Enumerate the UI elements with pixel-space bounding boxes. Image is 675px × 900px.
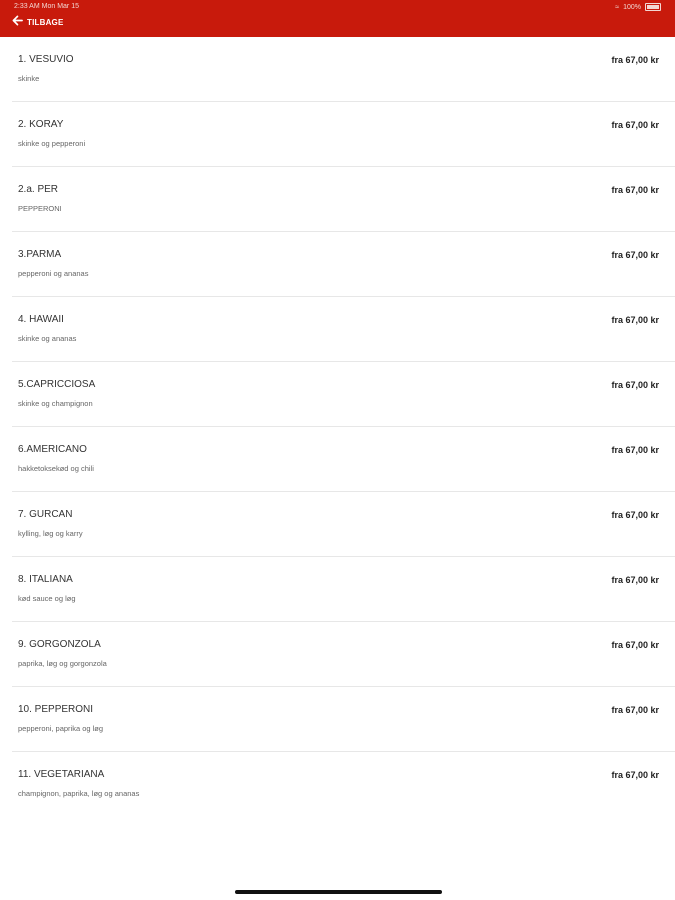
- item-price: fra 67,00 kr: [611, 640, 659, 650]
- item-price: fra 67,00 kr: [611, 770, 659, 780]
- item-description: pepperoni og ananas: [18, 269, 89, 278]
- item-price: fra 67,00 kr: [611, 380, 659, 390]
- menu-item[interactable]: [12, 427, 675, 492]
- item-description: skinke: [18, 74, 40, 83]
- item-price: fra 67,00 kr: [611, 510, 659, 520]
- menu-item[interactable]: [12, 622, 675, 687]
- item-description: skinke og pepperoni: [18, 139, 86, 148]
- item-description: pepperoni, paprika og løg: [18, 724, 104, 733]
- item-name: 11. VEGETARIANA: [18, 769, 105, 780]
- item-name: 6.AMERICANO: [18, 444, 87, 455]
- wifi-icon: ≈: [615, 3, 620, 11]
- item-description: PEPPERONI: [18, 204, 62, 213]
- item-name: 3.PARMA: [18, 249, 62, 260]
- item-price: fra 67,00 kr: [611, 120, 659, 130]
- item-description: skinke og champignon: [18, 399, 93, 408]
- item-price: fra 67,00 kr: [611, 575, 659, 585]
- item-name: 8. ITALIANA: [18, 574, 73, 585]
- item-name: 4. HAWAII: [18, 314, 64, 325]
- item-name: 2. KORAY: [18, 119, 64, 130]
- item-description: kød sauce og løg: [18, 594, 76, 603]
- item-name: 1. VESUVIO: [18, 54, 74, 65]
- item-price: fra 67,00 kr: [611, 250, 659, 260]
- back-label: TILBAGE: [27, 17, 64, 27]
- menu-item[interactable]: [12, 102, 675, 167]
- menu-item[interactable]: [12, 752, 675, 816]
- item-name: 2.a. PER: [18, 184, 59, 195]
- menu-item[interactable]: [12, 167, 675, 232]
- menu-list: [12, 37, 675, 816]
- item-price: fra 67,00 kr: [611, 445, 659, 455]
- menu-item[interactable]: [12, 362, 675, 427]
- menu-item[interactable]: [12, 557, 675, 622]
- item-description: kylling, løg og karry: [18, 529, 83, 538]
- top-bar: [0, 0, 675, 37]
- status-indicators: [615, 3, 661, 11]
- status-time-date: 2:33 AM Mon Mar 15: [14, 3, 79, 10]
- battery-icon: [645, 3, 661, 11]
- menu-item[interactable]: [12, 37, 675, 102]
- menu-item[interactable]: [12, 232, 675, 297]
- item-name: 5.CAPRICCIOSA: [18, 379, 96, 390]
- item-name: 10. PEPPERONI: [18, 704, 94, 715]
- item-price: fra 67,00 kr: [611, 55, 659, 65]
- battery-percent: 100%: [623, 3, 641, 11]
- arrow-left-icon: [12, 13, 23, 31]
- item-description: paprika, løg og gorgonzola: [18, 659, 107, 668]
- back-button[interactable]: [12, 13, 64, 31]
- menu-item[interactable]: [12, 492, 675, 557]
- item-price: fra 67,00 kr: [611, 185, 659, 195]
- item-name: 7. GURCAN: [18, 509, 73, 520]
- home-indicator[interactable]: [235, 890, 442, 894]
- item-price: fra 67,00 kr: [611, 705, 659, 715]
- menu-item[interactable]: [12, 297, 675, 362]
- item-name: 9. GORGONZOLA: [18, 639, 101, 650]
- item-description: champignon, paprika, løg og ananas: [18, 789, 140, 798]
- item-description: skinke og ananas: [18, 334, 77, 343]
- item-description: hakketoksekød og chili: [18, 464, 94, 473]
- item-price: fra 67,00 kr: [611, 315, 659, 325]
- menu-item[interactable]: [12, 687, 675, 752]
